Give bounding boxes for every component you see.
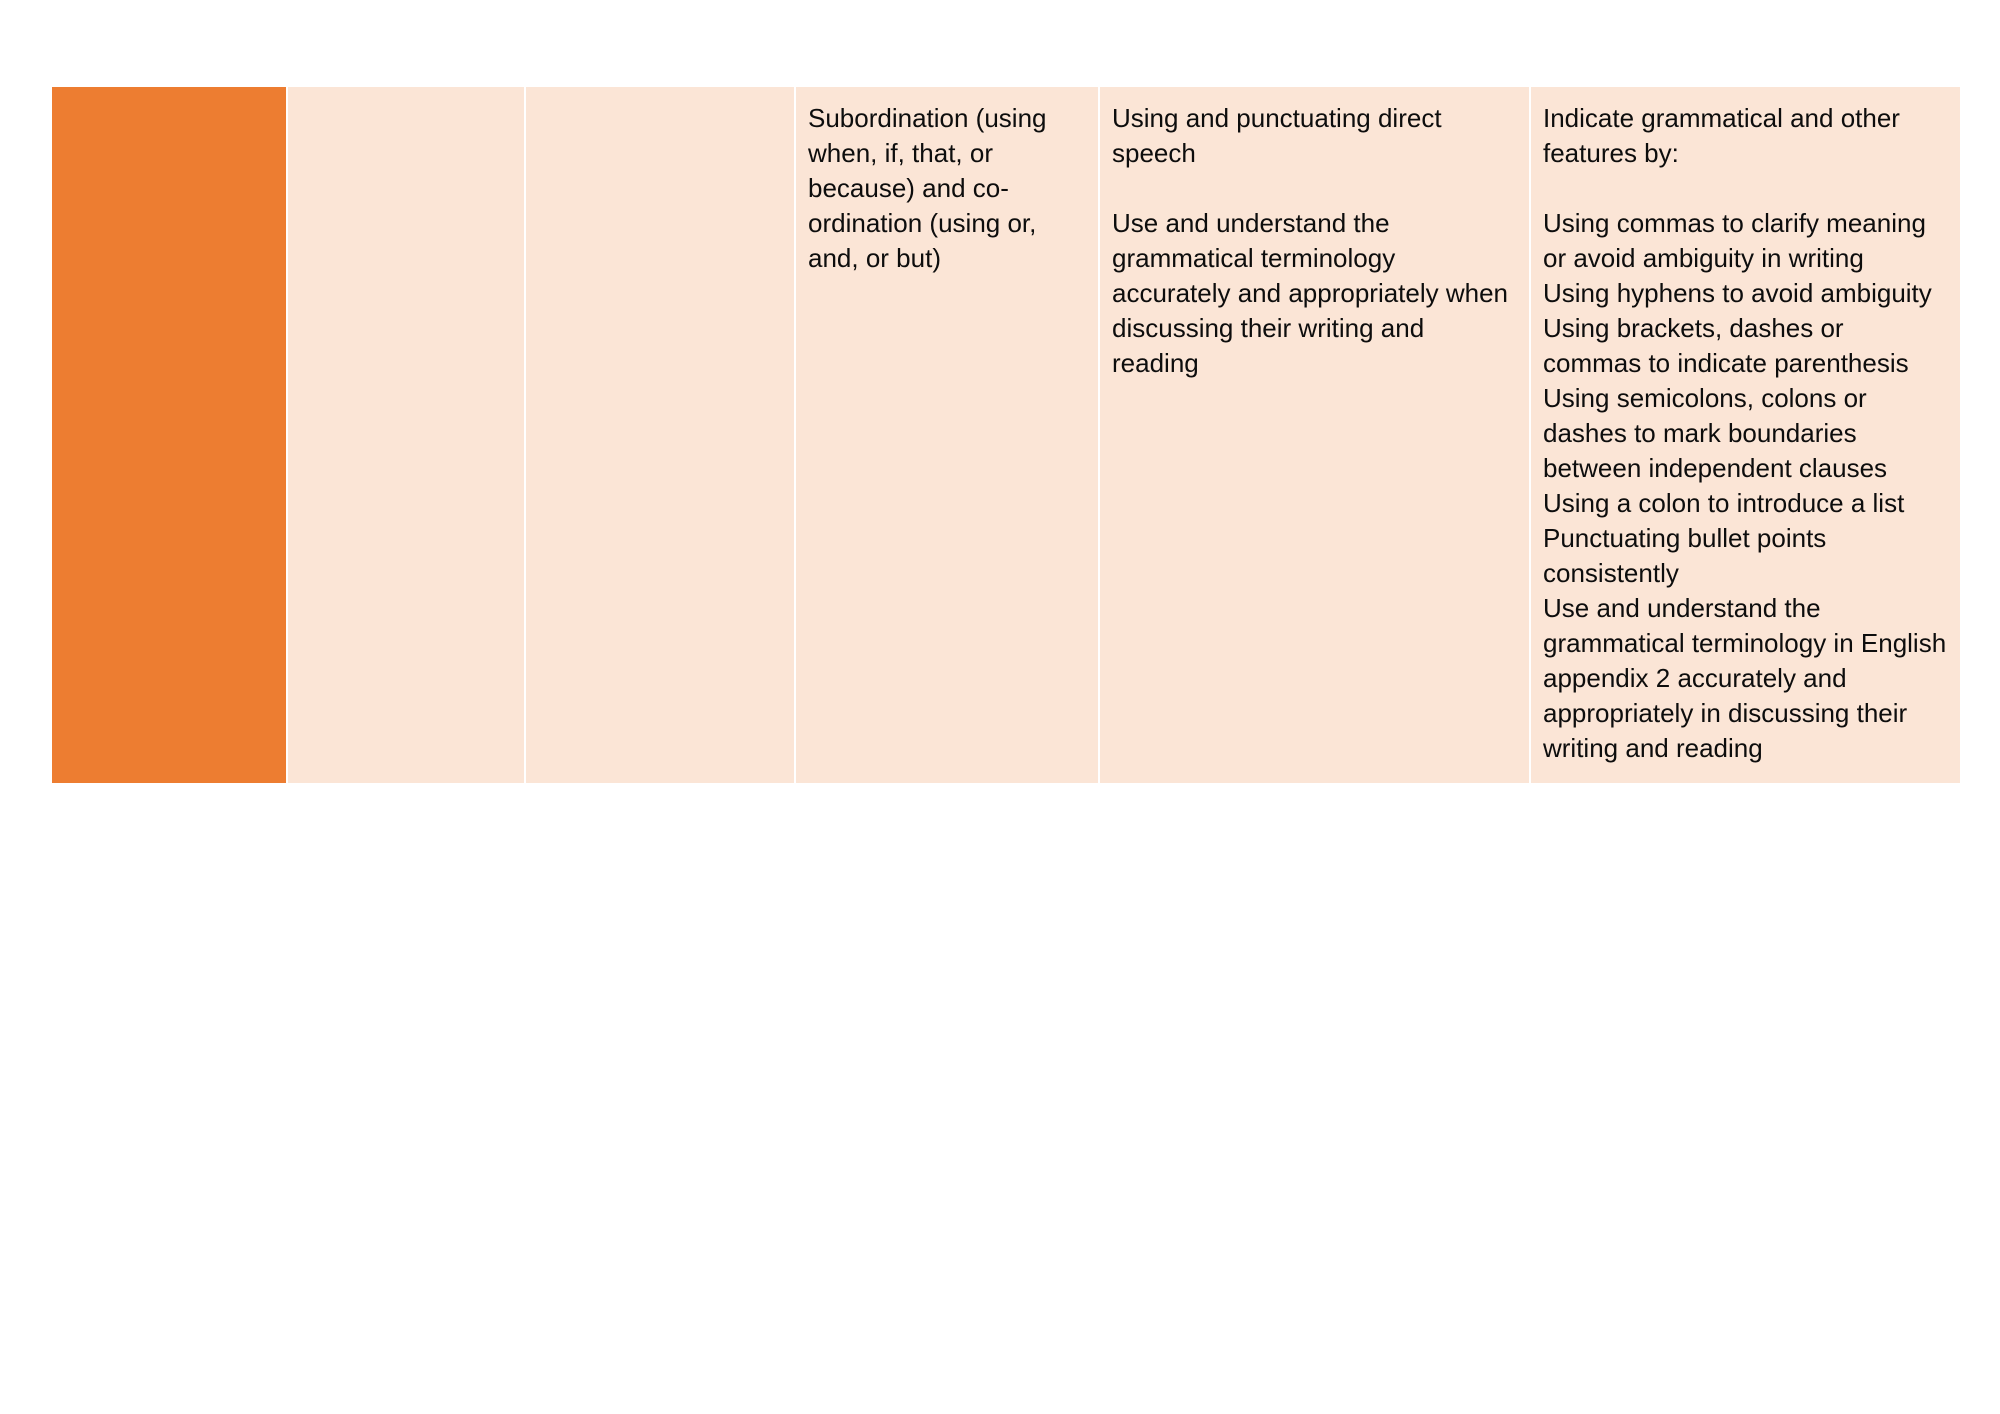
paragraph-gap: [1543, 171, 1948, 206]
grammatical-features-cell: [1531, 87, 1960, 783]
subordination-text: Subordination (using when, if, that, or because) and co-ordination (using or, and, or but): [808, 103, 1047, 273]
subordination-cell: [796, 87, 1100, 783]
curriculum-table-row: [52, 87, 1960, 783]
feature-item: Punctuating bullet points consistently: [1543, 523, 1827, 588]
features-intro: Indicate grammatical and other features by:: [1543, 103, 1900, 168]
empty-cell-column-2: [288, 87, 526, 783]
feature-item: Using commas to clarify meaning or avoid ambiguity in writing: [1543, 208, 1926, 273]
accent-column-cell: [52, 87, 288, 783]
feature-item: Using a colon to introduce a list: [1543, 488, 1905, 518]
feature-item: Using brackets, dashes or commas to indicate parenthesis: [1543, 313, 1909, 378]
direct-speech-cell: [1100, 87, 1531, 783]
terminology-text: Use and understand the grammatical terminology accurately and appropriately when discussing their writing and reading: [1112, 208, 1509, 378]
paragraph-gap: [1112, 171, 1517, 206]
feature-item: Use and understand the grammatical terminology in English appendix 2 accurately and appropriately in discussing their writing and reading: [1543, 593, 1947, 763]
empty-cell-column-3: [526, 87, 796, 783]
feature-item: Using hyphens to avoid ambiguity: [1543, 278, 1932, 308]
feature-item: Using semicolons, colons or dashes to mark boundaries between independent clauses: [1543, 383, 1888, 483]
direct-speech-text: Using and punctuating direct speech: [1112, 103, 1442, 168]
